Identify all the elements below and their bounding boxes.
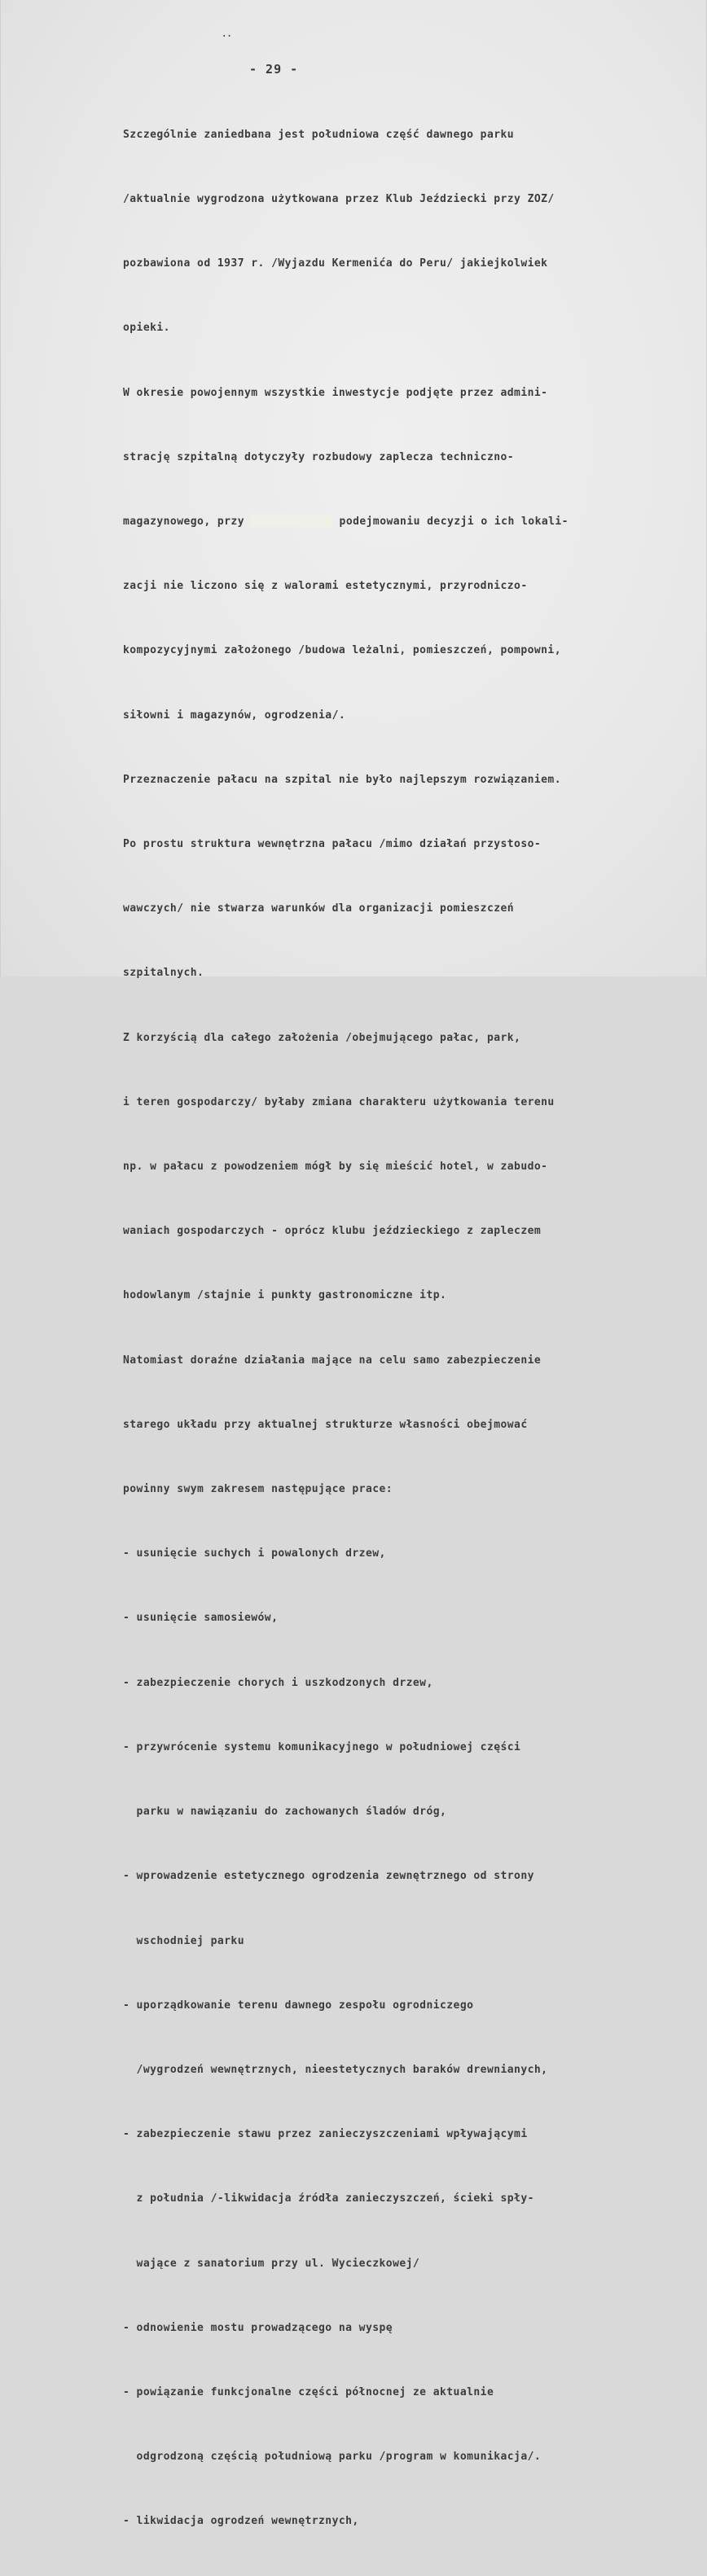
text-line: szpitalnych.: [123, 967, 204, 980]
list-item: - odnowienie mostu prowadzącego na wyspę: [123, 2321, 393, 2334]
list-item: - powiązanie funkcjonalne części północnej ze aktualnie: [123, 2385, 494, 2398]
text-line: kompozycyjnymi założonego /budowa leżalni, pomieszczeń, pompowni,: [123, 644, 561, 657]
text-line: wawczych/ nie stwarza warunków dla organizacji pomieszczeń: [123, 902, 515, 915]
list-item: - usunięcie samosiewów,: [123, 1612, 279, 1625]
typed-body-text: [123, 81, 693, 2576]
text-line: Natomiast doraźne działania mające na celu samo zabezpieczenie: [123, 1354, 542, 1367]
list-item: - likwidacja ogrodzeń wewnętrznych,: [123, 2515, 359, 2528]
list-item: - uporządkowanie terenu dawnego zespołu ogrodniczego: [123, 1999, 474, 2012]
text-line: zacji nie liczono się z walorami estetycznymi, przyrodniczo-: [123, 580, 528, 593]
text-fragment: podejmowaniu decyzji o ich lokali-: [339, 516, 569, 529]
text-line: /aktualnie wygrodzona użytkowana przez Klub Jeździecki przy ZOZ/: [123, 193, 555, 206]
text-line: opieki.: [123, 322, 170, 335]
list-item-continuation: /wygrodzeń wewnętrznych, nieestetycznych baraków drewnianych,: [123, 2063, 548, 2076]
list-item: - usunięcie suchych i powalonych drzew,: [123, 1547, 386, 1560]
text-line: strację szpitalną dotyczyły rozbudowy zaplecza techniczno-: [123, 450, 515, 463]
page-number: - 29 -: [249, 62, 299, 77]
list-item-continuation: z południa /-likwidacja źródła zanieczyszczeń, ścieki spły-: [123, 2192, 534, 2205]
text-line-with-redaction: [123, 511, 693, 533]
list-item: - wprowadzenie estetycznego ogrodzenia zewnętrznego od strony: [123, 1870, 534, 1883]
text-line: Z korzyścią dla całego założenia /obejmującego pałac, park,: [123, 1031, 521, 1044]
text-line: powinny swym zakresem następujące prace:: [123, 1483, 393, 1496]
list-item: - zabezpieczenie stawu przez zanieczyszczeniami wpływającymi: [123, 2128, 528, 2141]
redaction-block: [251, 514, 332, 527]
text-fragment: magazynowego, przy: [123, 516, 244, 529]
text-line: Szczególnie zaniedbana jest południowa część dawnego parku: [123, 128, 515, 141]
text-line: hodowlanym /stajnie i punkty gastronomiczne itp.: [123, 1289, 447, 1302]
text-line: np. w pałacu z powodzeniem mógł by się mieścić hotel, w zabudo-: [123, 1161, 548, 1174]
text-line: siłowni i magazynów, ogrodzenia/.: [123, 709, 346, 722]
list-item: - zabezpieczenie chorych i uszkodzonych drzew,: [123, 1676, 433, 1689]
text-line: Przeznaczenie pałacu na szpital nie było najlepszym rozwiązaniem.: [123, 773, 561, 786]
ink-speck: ..: [221, 27, 231, 40]
text-line: Po prostu struktura wewnętrzna pałacu /mimo działań przystoso-: [123, 838, 542, 851]
list-item-continuation: wające z sanatorium przy ul. Wycieczkowej/: [123, 2257, 420, 2270]
list-item: - przywrócenie systemu komunikacyjnego w południowej części: [123, 1740, 521, 1753]
list-item-continuation: parku w nawiązaniu do zachowanych śladów dróg,: [123, 1806, 447, 1819]
text-line: waniach gospodarczych - oprócz klubu jeździeckiego z zapleczem: [123, 1225, 542, 1238]
text-line: i teren gospodarczy/ byłaby zmiana charakteru użytkowania terenu: [123, 1095, 555, 1108]
text-line: pozbawiona od 1937 r. /Wyjazdu Kermenića do Peru/ jakiejkolwiek: [123, 257, 548, 270]
list-item-continuation: odgrodzoną częścią południową parku /program w komunikacja/.: [123, 2451, 542, 2464]
text-line: W okresie powojennym wszystkie inwestycje podjęte przez admini-: [123, 386, 548, 399]
list-item-continuation: wschodniej parku: [123, 1934, 244, 1947]
text-line: starego układu przy aktualnej strukturze własności obejmować: [123, 1418, 528, 1431]
